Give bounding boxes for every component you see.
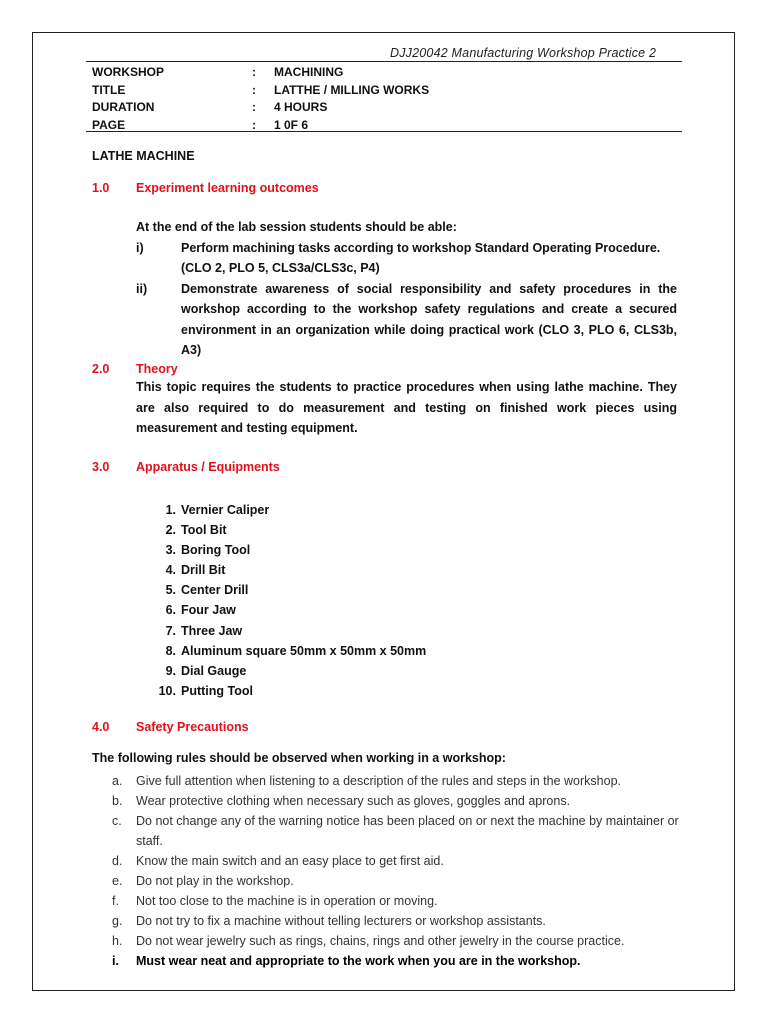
outcome-item (136, 238, 677, 279)
item-label: Boring Tool (181, 543, 251, 558)
item-label: Vernier Caliper (181, 503, 270, 517)
item-label: Tool Bit (181, 523, 227, 538)
header-top-rule (86, 61, 682, 62)
list-item (112, 771, 682, 791)
meta-key: DURATION (92, 100, 155, 114)
item-number: 4. (165, 563, 176, 578)
outcomes-intro: At the end of the lab session students should be able: (136, 220, 457, 234)
list-item (112, 851, 682, 871)
rule-text: Wear protective clothing when necessary such as gloves, goggles and aprons. (136, 794, 571, 808)
meta-value: 4 HOURS (274, 100, 328, 114)
rule-marker: e. (112, 874, 123, 888)
list-item (112, 871, 682, 891)
safety-intro: The following rules should be observed when working in a workshop: (92, 751, 506, 765)
rule-marker: h. (112, 934, 123, 948)
item-number: 8. (165, 643, 176, 658)
rule-text: Do not change any of the warning notice has been placed on or next the machine by maintainer or staff. (136, 814, 679, 848)
list-item (112, 891, 682, 911)
meta-value: 1 0F 6 (274, 117, 309, 132)
section-number: 4.0 (92, 720, 110, 734)
meta-value: MACHINING (274, 65, 344, 79)
list-item (112, 911, 682, 931)
rule-text: Do not wear jewelry such as rings, chains, rings and other jewelry in the course practice. (136, 934, 625, 948)
section-number: 3.0 (92, 460, 110, 474)
meta-colon: : (252, 100, 256, 114)
section-number: 2.0 (92, 362, 110, 376)
list-item (156, 540, 426, 560)
meta-value: LATTHE / MILLING WORKS (274, 82, 430, 97)
list-item (112, 931, 682, 951)
rule-marker: a. (112, 774, 123, 788)
outcomes-block (136, 217, 677, 361)
meta-colon: : (252, 117, 256, 132)
section-heading-safety (92, 720, 249, 734)
list-item (156, 520, 426, 540)
outcome-text: Demonstrate awareness of social responsibility and safety procedures in the workshop according to the workshop safety regulations and create a secured environment in an organization while doing practical work (CLO 3, PLO 6, CLS3b, A3) (181, 281, 677, 357)
rule-marker: i. (112, 954, 119, 968)
item-number: 5. (165, 583, 176, 598)
item-label: Dial Gauge (181, 663, 247, 678)
meta-colon: : (252, 82, 256, 97)
outcome-text-codes: (CLO 2, PLO 5, CLS3a/CLS3c, P4) (181, 261, 380, 275)
item-number: 3. (165, 543, 176, 558)
item-number: 6. (165, 603, 176, 618)
list-item (112, 811, 682, 851)
list-item (156, 661, 426, 681)
item-label: Four Jaw (181, 603, 236, 618)
list-item (156, 641, 426, 661)
rule-text: Give full attention when listening to a description of the rules and steps in the workshop. (136, 774, 622, 788)
section-title: Apparatus / Equipments (136, 460, 280, 474)
list-item (112, 791, 682, 811)
rule-text: Not too close to the machine is in operation or moving. (136, 894, 438, 908)
list-item (156, 500, 426, 520)
meta-key: PAGE (92, 117, 126, 132)
rule-text: Must wear neat and appropriate to the work when you are in the workshop. (136, 954, 581, 968)
rule-marker: b. (112, 794, 123, 808)
list-item (156, 621, 426, 641)
theory-paragraph: This topic requires the students to practice procedures when using lathe machine. They are also required to do measurement and testing on finished work pieces using measurement and testing equipment. (136, 380, 677, 435)
section-title: Safety Precautions (136, 720, 249, 734)
meta-colon: : (252, 65, 256, 79)
item-label: Aluminum square 50mm x 50mm x 50mm (181, 643, 427, 658)
item-label: Drill Bit (181, 563, 226, 578)
rule-text: Know the main switch and an easy place to get first aid. (136, 854, 444, 868)
item-label: Three Jaw (181, 623, 243, 638)
item-number: 2. (165, 523, 176, 538)
rule-marker: f. (112, 894, 119, 908)
outcome-item (136, 279, 677, 361)
item-number: 1. (165, 503, 176, 517)
item-label: Putting Tool (181, 683, 253, 698)
list-item (156, 580, 426, 600)
safety-rules-list (112, 771, 682, 971)
list-item (156, 560, 426, 580)
section-title: Theory (136, 362, 178, 376)
rule-marker: g. (112, 914, 123, 928)
meta-key: WORKSHOP (92, 65, 164, 79)
rule-text: Do not try to fix a machine without telling lecturers or workshop assistants. (136, 914, 546, 928)
section-title: Experiment learning outcomes (136, 181, 319, 195)
section-number: 1.0 (92, 181, 110, 195)
rule-marker: c. (112, 814, 122, 828)
rule-marker: d. (112, 854, 123, 868)
outcome-marker: ii) (136, 281, 148, 296)
outcome-marker: i) (136, 240, 144, 255)
header-bottom-rule (86, 131, 682, 132)
list-item (156, 681, 426, 701)
item-label: Center Drill (181, 583, 249, 598)
meta-key: TITLE (92, 82, 126, 97)
list-item (156, 600, 426, 620)
course-code: DJJ20042 Manufacturing Workshop Practice 2 (390, 46, 657, 60)
outcome-text: Perform machining tasks according to workshop Standard Operating Procedure. (181, 240, 661, 255)
document-heading: LATHE MACHINE (92, 149, 195, 163)
item-number: 10. (158, 683, 176, 698)
rule-text: Do not play in the workshop. (136, 874, 294, 888)
section-heading-theory (92, 362, 178, 376)
item-number: 7. (165, 623, 176, 638)
equipment-list (156, 500, 426, 701)
item-number: 9. (165, 663, 176, 678)
list-item (112, 951, 682, 971)
section-heading-apparatus (92, 460, 280, 474)
section-heading-outcomes (92, 181, 319, 195)
